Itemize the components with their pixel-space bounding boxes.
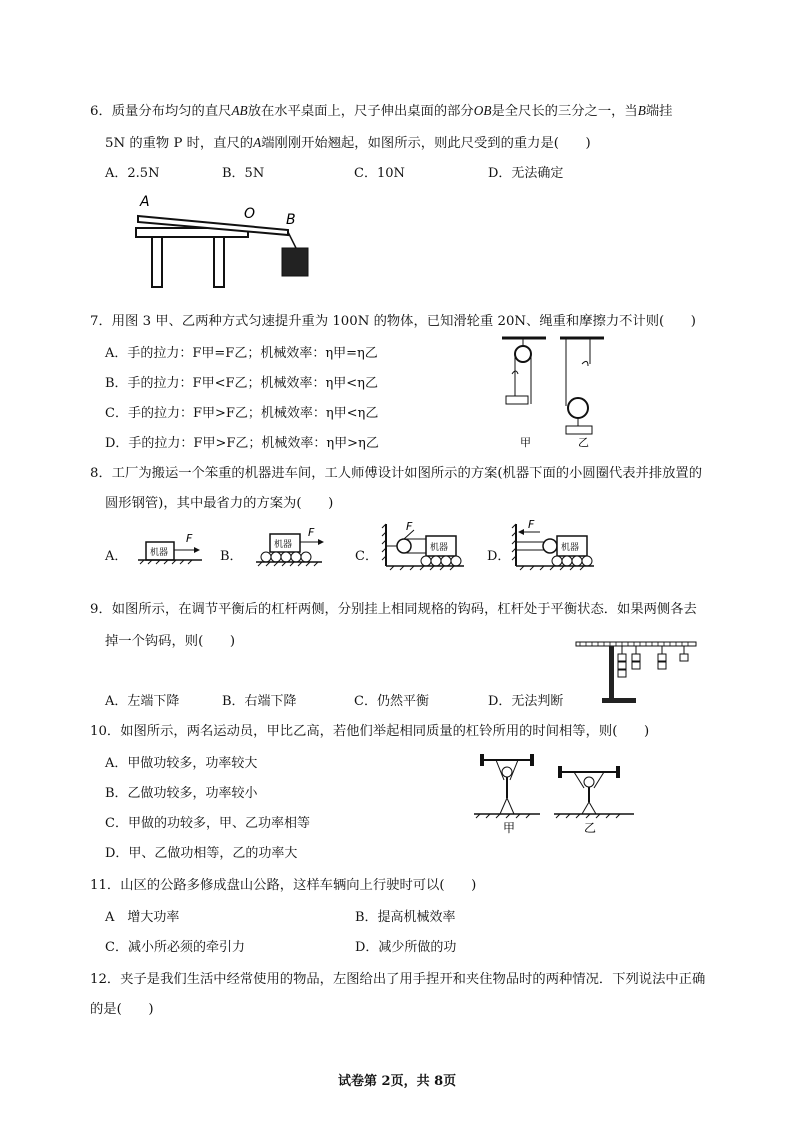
q6-text: 是全尺长的三分之一，当 — [491, 104, 638, 119]
force-label: F — [186, 532, 193, 545]
left-weights — [618, 646, 640, 677]
q7-option-d: D．手的拉力：F甲>F乙；机械效率：η甲>η乙 — [105, 436, 379, 451]
lifter-yi — [554, 766, 634, 818]
q6-text: 端挂 — [645, 104, 673, 119]
q7-stem: 7．用图 3 甲、乙两种方式匀速提升重为 100N 的物体，已知滑轮重 20N、绳重和摩擦力不计则( ) — [90, 314, 696, 329]
q9-option-d: D．无法判断 — [488, 694, 564, 709]
q6-option-a: A．2.5N — [105, 166, 160, 181]
fig-label-yi: 乙 — [578, 436, 589, 449]
q6-stem-line2 — [105, 132, 591, 151]
q11-stem: 11．山区的公路多修成盘山公路，这样车辆向上行驶时可以( ) — [90, 878, 477, 893]
q8-option-b-letter: B． — [220, 549, 243, 564]
force-label: F — [308, 526, 315, 539]
q6-a-label: A — [253, 135, 262, 150]
q10-option-a: A．甲做功较多，功率较大 — [105, 756, 258, 771]
q10-option-c: C．甲做的功较多，甲、乙功率相等 — [105, 816, 310, 831]
q9-option-c: C．仍然平衡 — [354, 694, 429, 709]
fig-label-yi: 乙 — [584, 821, 597, 835]
pulley-jia — [502, 338, 546, 404]
fig-label-jia: 甲 — [503, 821, 516, 835]
string — [288, 232, 296, 248]
q6-text: 放在水平桌面上，尺子伸出桌面的部分 — [247, 104, 474, 119]
q6-ruler-figure — [128, 192, 318, 292]
lifter-jia — [474, 754, 540, 818]
q8-figure-c — [380, 522, 470, 578]
fig-label-a: A — [140, 194, 150, 210]
q8-figure-b — [256, 528, 331, 576]
q6-stem-line1 — [90, 100, 672, 119]
q8-option-c-letter: C． — [355, 549, 378, 564]
q9-lever-figure — [572, 636, 700, 706]
q8-option-a-letter: A． — [105, 549, 128, 564]
q8-figure-a — [138, 530, 208, 570]
q10-option-b: B．乙做功较多，功率较小 — [105, 786, 258, 801]
q8-figure-d — [510, 518, 600, 578]
q12-stem-line1: 12．夹子是我们生活中经常使用的物品，左图给出了用手捏开和夹住物品时的两种情况．下列说法中正确 — [90, 972, 706, 987]
q8-stem-line1: 8．工厂为搬运一个笨重的机器进车间，工人师傅设计如图所示的方案(机器下面的小圆圈代表并排放置的 — [90, 466, 703, 481]
q6-option-c: C．10N — [354, 166, 405, 181]
machine-label: 机器 — [561, 543, 580, 553]
q6-ob-label: OB — [473, 103, 492, 118]
q6-option-d: D．无法确定 — [488, 166, 564, 181]
machine-label: 机器 — [430, 543, 449, 553]
q6-text: 端刚刚开始翘起，如图所示，则此尺受到的重力是( ) — [261, 136, 591, 151]
q11-option-d: D．减少所做的功 — [355, 940, 457, 955]
q7-option-c: C．手的拉力：F甲>F乙；机械效率：η甲<η乙 — [105, 406, 379, 421]
q9-option-b: B．右端下降 — [222, 694, 297, 709]
weight-p — [282, 248, 308, 276]
q10-option-d: D．甲、乙做功相等，乙的功率大 — [105, 846, 298, 861]
q10-stem: 10．如图所示，两名运动员，甲比乙高，若他们举起相同质量的杠铃所用的时间相等，则( ) — [90, 724, 650, 739]
q7-pulley-figure — [498, 334, 618, 449]
q8-option-d-letter: D． — [487, 549, 511, 564]
q9-stem-line2: 掉一个钩码，则( ) — [105, 634, 236, 649]
q7-option-b: B．手的拉力：F甲<F乙；机械效率：η甲<η乙 — [105, 376, 378, 391]
fig-label-b: B — [286, 212, 296, 228]
fig-label-jia: 甲 — [520, 436, 531, 449]
q7-option-a: A．手的拉力：F甲=F乙；机械效率：η甲=η乙 — [105, 346, 378, 361]
force-label: F — [528, 518, 535, 531]
machine-label: 机器 — [150, 548, 169, 558]
q6-ab-label: AB — [231, 103, 248, 118]
machine-label: 机器 — [274, 540, 293, 550]
q11-option-c: C．减小所必须的牵引力 — [105, 940, 245, 955]
q6-text: 6．质量分布均匀的直尺 — [90, 104, 232, 119]
q6-text: 5N 的重物 P 时，直尺的 — [105, 136, 254, 151]
page-footer: 试卷第 2页，共 8页 — [338, 1074, 457, 1089]
q11-option-b: B．提高机械效率 — [355, 910, 456, 925]
pulley-yi — [560, 338, 604, 434]
force-label: F — [406, 520, 413, 533]
right-weights — [658, 646, 688, 669]
table — [136, 228, 248, 287]
q6-option-b: B．5N — [222, 166, 265, 181]
q9-option-a: A．左端下降 — [105, 694, 180, 709]
q10-weightlifters-figure — [474, 750, 674, 836]
q12-stem-line2: 的是( ) — [90, 1002, 154, 1017]
q6-b-label: B — [637, 103, 646, 118]
q8-stem-line2: 圆形钢管)，其中最省力的方案为( ) — [105, 496, 334, 511]
q9-stem-line1: 9．如图所示，在调节平衡后的杠杆两侧，分别挂上相同规格的钩码，杠杆处于平衡状态．如果两侧各去 — [90, 602, 697, 617]
q11-option-a: A 增大功率 — [105, 910, 180, 925]
fig-label-o: O — [244, 206, 256, 222]
